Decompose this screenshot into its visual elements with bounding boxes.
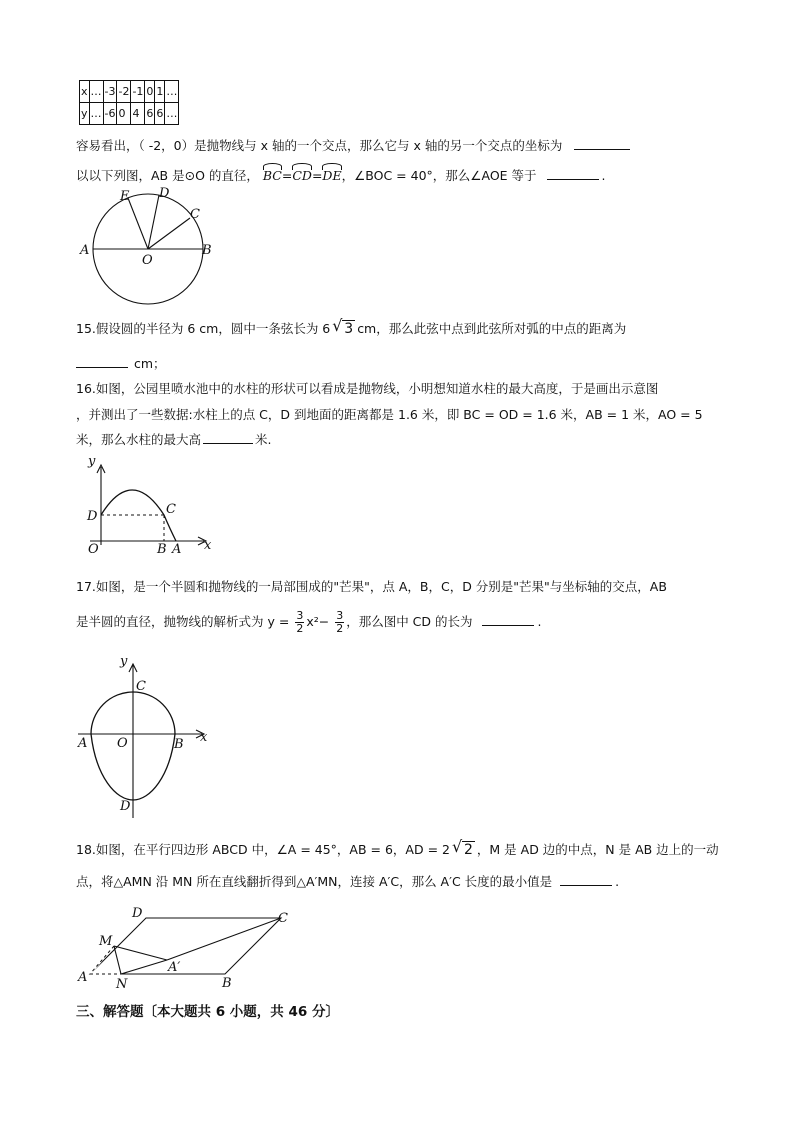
label-c: C: [190, 207, 200, 222]
radius-oe: [128, 198, 148, 249]
question-17-line-2: [76, 610, 541, 635]
label-b: B: [222, 976, 232, 991]
answer-blank: [547, 167, 599, 180]
sqrt-expression: √ 2: [451, 837, 473, 858]
denominator: 2: [336, 622, 344, 635]
arc-cd: CD: [292, 163, 312, 185]
question-17-line-1: 17.如图，是一个半圆和抛物线的一局部围成的"芒果"，点 A，B，C，D 分别是"芒果"与坐标轴的交点，AB: [76, 579, 667, 594]
answer-blank: [203, 431, 253, 444]
table-cell: x: [80, 81, 90, 103]
period: .: [601, 168, 606, 183]
table-cell: …: [165, 103, 179, 125]
label-a: A: [78, 970, 88, 985]
answer-blank: [574, 137, 630, 150]
label-o: O: [142, 253, 153, 268]
figure-17-mango: [76, 652, 216, 820]
answer-blank: [76, 355, 128, 368]
question-15-text: 15.假设圆的半径为 6 cm，圆中一条弦长为 6: [76, 321, 331, 336]
question-16-line-2: ，并测出了一些数据:水柱上的点 C，D 到地面的距离都是 1.6 米，即 BC = OD = 1.6 米，AB = 1 米，AO = 5: [76, 407, 703, 422]
fraction-3-2: [295, 610, 304, 635]
period: .: [537, 614, 542, 629]
label-c: C: [136, 679, 146, 694]
question-15: [76, 316, 627, 338]
table-cell: y: [80, 103, 90, 125]
label-b: B: [174, 737, 184, 752]
question-14-text-b: ，∠BOC = 40°，那么∠AOE 等于: [341, 168, 537, 183]
label-d: D: [132, 906, 143, 921]
table-cell: …: [89, 103, 103, 125]
x-squared-minus: x²−: [306, 614, 330, 629]
xy-value-table: [79, 80, 179, 125]
label-m: M: [99, 934, 113, 949]
question-15-text-b: cm，那么此弦中点到此弦所对弧的中点的距离为: [357, 321, 627, 336]
question-15-line-2: [76, 355, 166, 373]
figure-14-circle: [76, 182, 226, 307]
question-14-text: 以以下列图，AB 是⊙O 的直径，: [76, 168, 259, 183]
label-a: A: [80, 243, 90, 258]
question-13-text: 容易看出，（ -2，0）是抛物线与 x 轴的一个交点，那么它与 x 轴的另一个交点的坐标为: [76, 138, 563, 153]
question-17-text-b: ，那么图中 CD 的长为: [346, 614, 473, 629]
question-16-line-1: 16.如图，公园里喷水池中的水柱的形状可以看成是抛物线，小明想知道水柱的最大高度，于是画出示意图: [76, 381, 659, 396]
table-cell: 1: [155, 81, 165, 103]
arc-de: DE: [322, 163, 341, 185]
question-18-text-c: 点，将△AMN 沿 MN 所在直线翻折得到△A′MN，连接 A′C，那么 A′C 长度的最小值是: [76, 874, 553, 889]
question-13: [76, 137, 633, 155]
answer-blank: [560, 873, 612, 886]
table-cell: …: [165, 81, 179, 103]
unit-text: cm；: [134, 356, 166, 371]
equals-sign: =: [311, 168, 323, 183]
table-cell: -1: [131, 81, 145, 103]
section-heading: 三、解答题〔本大题共 6 小题，共 46 分〕: [76, 1004, 339, 1020]
label-n: N: [116, 977, 128, 992]
label-y: y: [88, 455, 96, 469]
numerator: 3: [296, 609, 304, 622]
label-o: O: [88, 542, 99, 557]
table-cell: 6: [145, 103, 155, 125]
table-cell: -3: [103, 81, 117, 103]
label-o: O: [117, 736, 128, 751]
segment-mn: [114, 946, 121, 974]
table-row-x: [80, 81, 179, 103]
radicand: 2: [463, 842, 473, 858]
label-a: A: [172, 542, 182, 557]
fraction-3-2: [335, 610, 344, 635]
arc-bc: BC: [263, 163, 282, 185]
table-cell: -6: [103, 103, 117, 125]
label-d: D: [159, 186, 170, 201]
label-x: x: [200, 730, 208, 745]
segment-a1c: [167, 918, 281, 960]
sqrt-expression: √ 3: [332, 316, 354, 337]
label-a: A: [78, 736, 88, 751]
label-b: B: [202, 243, 212, 258]
table-cell: 0: [145, 81, 155, 103]
segment-na1: [121, 960, 167, 974]
label-c: C: [278, 911, 288, 926]
question-18-line-1: [76, 837, 719, 859]
radius-oc: [148, 218, 190, 249]
label-y: y: [120, 654, 128, 669]
label-a-prime: A′: [168, 960, 181, 975]
question-16-text-end: 米.: [255, 432, 272, 447]
figure-16-fountain: [80, 455, 220, 557]
table-cell: 0: [117, 103, 131, 125]
denominator: 2: [296, 622, 304, 635]
table-row-y: [80, 103, 179, 125]
label-c: C: [166, 502, 176, 517]
segment-ma1: [114, 946, 167, 960]
answer-blank: [482, 613, 534, 626]
question-18-line-2: [76, 873, 619, 891]
table-cell: -2: [117, 81, 131, 103]
question-18-text: 18.如图，在平行四边形 ABCD 中，∠A = 45°，AB = 6，AD = 2: [76, 842, 450, 857]
label-d: D: [87, 509, 98, 524]
radius-od: [148, 195, 159, 249]
label-b: B: [157, 542, 167, 557]
question-17-text: 是半圆的直径，抛物线的解析式为 y =: [76, 614, 290, 629]
label-x: x: [204, 538, 212, 553]
numerator: 3: [336, 609, 344, 622]
question-18-text-b: ，M 是 AD 边的中点，N 是 AB 边上的一动: [476, 842, 719, 857]
figure-18-parallelogram: [76, 903, 301, 993]
radicand: 3: [344, 321, 354, 337]
table-cell: …: [89, 81, 103, 103]
table-cell: 6: [155, 103, 165, 125]
label-e: E: [120, 189, 130, 204]
table-cell: 4: [131, 103, 145, 125]
label-d: D: [120, 799, 131, 814]
question-16-text: 米，那么水柱的最大高: [76, 432, 202, 447]
equals-sign: =: [281, 168, 293, 183]
question-16-line-3: [76, 431, 272, 449]
period: .: [615, 874, 620, 889]
